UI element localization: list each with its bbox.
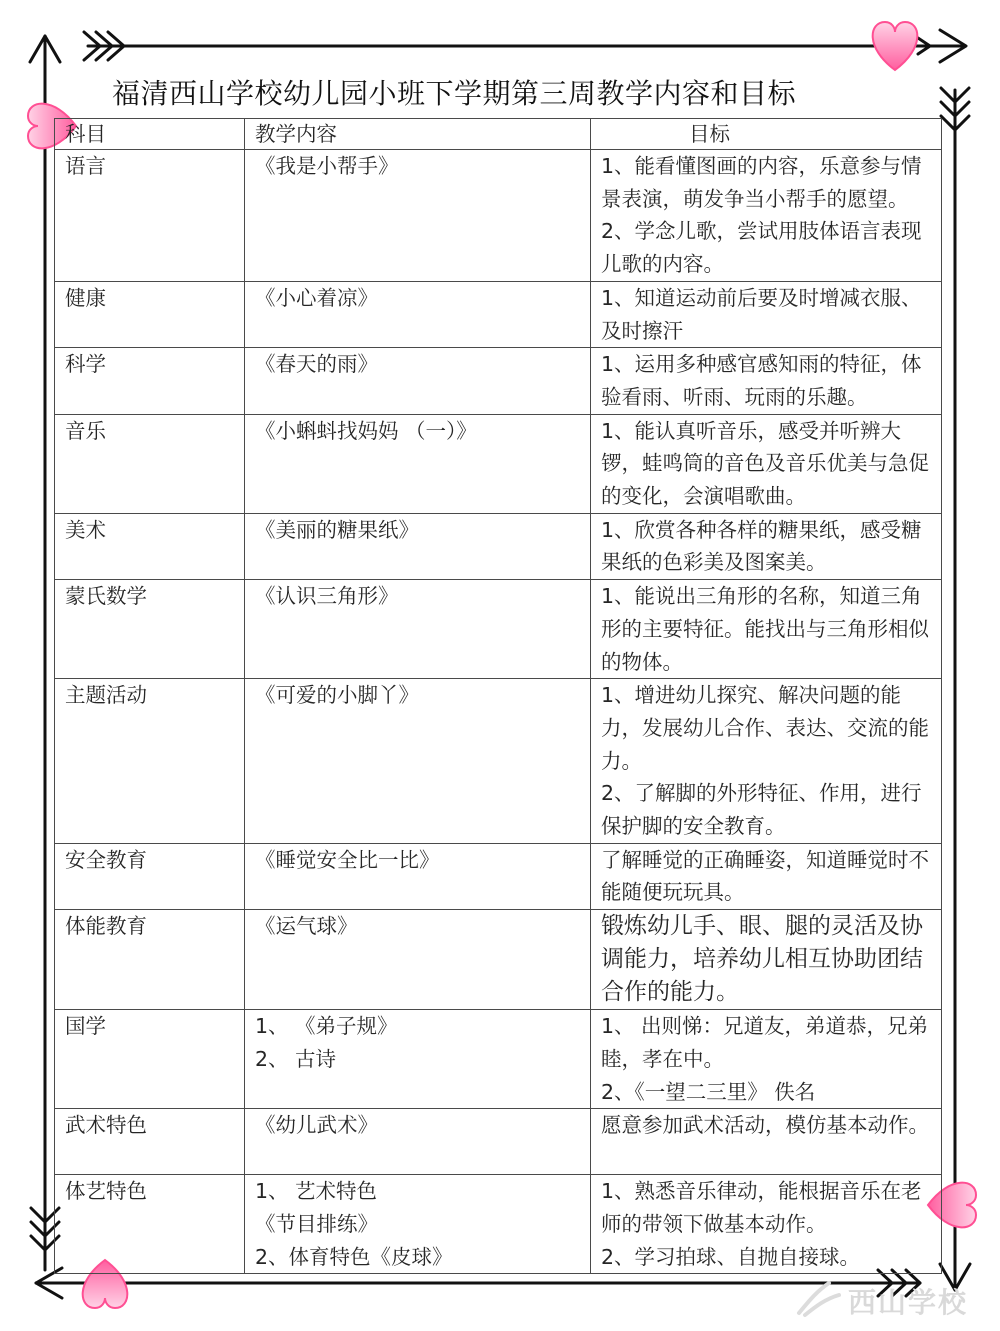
row-subject: 蒙氏数学 <box>55 580 245 679</box>
content-line: 《节目排练》 <box>255 1211 378 1236</box>
goal-line: 了解睡觉的正确睡姿，知道睡觉时不能随便玩玩具。 <box>601 847 929 905</box>
row-goal <box>591 1109 942 1175</box>
row-subject: 主题活动 <box>55 679 245 844</box>
goal-line: 2、了解脚的外形特征、作用，进行保护脚的安全教育。 <box>601 781 922 839</box>
row-subject: 体艺特色 <box>55 1175 245 1274</box>
row-goal <box>591 281 942 347</box>
content-line: 《幼儿武术》 <box>255 1113 378 1138</box>
content-line: 《小心着凉》 <box>255 285 378 310</box>
row-subject: 音乐 <box>55 414 245 513</box>
goal-line: 2、学习拍球、自抛自接球。 <box>601 1244 861 1269</box>
row-goal <box>591 1175 942 1274</box>
row-goal <box>591 414 942 513</box>
table-header-row <box>55 119 942 150</box>
row-subject: 国学 <box>55 1010 245 1109</box>
content-line: 《我是小帮手》 <box>255 154 399 178</box>
row-content <box>245 679 591 844</box>
goal-line: 2、《一望二三里》 佚名 <box>601 1079 816 1104</box>
row-content <box>245 1109 591 1175</box>
row-content <box>245 1175 591 1274</box>
row-content <box>245 580 591 679</box>
row-content <box>245 910 591 1010</box>
row-content <box>245 281 591 347</box>
table-row <box>55 1109 942 1175</box>
watermark-text: 西山学校 <box>848 1286 969 1319</box>
content-line: 2、 古诗 <box>255 1046 337 1071</box>
table-row <box>55 580 942 679</box>
row-content <box>245 513 591 579</box>
row-subject: 语言 <box>55 150 245 282</box>
goal-line: 1、运用多种感官感知雨的特征，体验看雨、听雨、玩雨的乐趣。 <box>601 352 922 409</box>
goal-line: 1、能说出三角形的名称，知道三角形的主要特征。能找出与三角形相似的物体。 <box>601 584 929 674</box>
row-goal <box>591 150 942 282</box>
row-content <box>245 348 591 414</box>
table-row <box>55 679 942 844</box>
schedule-table <box>54 118 942 1274</box>
goal-line: 1、能看懂图画的内容，乐意参与情景表演，萌发争当小帮手的愿望。2、学念儿歌，尝试用肢体语言表现儿歌的内容。 <box>601 154 922 277</box>
row-goal <box>591 580 942 679</box>
row-goal <box>591 679 942 844</box>
row-content <box>245 150 591 282</box>
content-line: 2、体育特色《皮球》 <box>255 1244 453 1269</box>
row-content <box>245 843 591 909</box>
row-goal <box>591 843 942 909</box>
table-row <box>55 843 942 909</box>
heart-top-right-icon <box>873 22 918 70</box>
row-content <box>245 1010 591 1109</box>
content-line: 《认识三角形》 <box>255 584 399 609</box>
row-content <box>245 414 591 513</box>
row-goal <box>591 1010 942 1109</box>
content-line: 《小蝌蚪找妈妈 （一）》 <box>255 418 477 443</box>
header-goal: 目标 <box>591 119 942 150</box>
content-line: 1、 艺术特色 <box>255 1179 378 1204</box>
table-row <box>55 1010 942 1109</box>
goal-line: 1、增进幼儿探究、解决问题的能力，发展幼儿合作、表达、交流的能力。 <box>601 683 929 773</box>
page-title: 福清西山学校幼儿园小班下学期第三周教学内容和目标 <box>112 77 797 110</box>
goal-line: 1、欣赏各种各样的糖果纸，感受糖果纸的色彩美及图案美。 <box>601 517 922 575</box>
goal-line: 愿意参加武术活动，模仿基本动作。 <box>601 1113 929 1138</box>
goal-line: 1、熟悉音乐律动，能根据音乐在老师的带领下做基本动作。 <box>601 1179 922 1236</box>
watermark-logo-icon <box>795 1279 845 1319</box>
row-subject: 安全教育 <box>55 843 245 909</box>
content-line: 《可爱的小脚丫》 <box>255 683 419 708</box>
table-row <box>55 348 942 414</box>
header-subject: 科目 <box>55 119 245 150</box>
goal-line: 1、知道运动前后要及时增减衣服、及时擦汗 <box>601 285 922 343</box>
table-row <box>55 150 942 282</box>
goal-line: 1、能认真听音乐，感受并听辨大锣，蛙鸣筒的音色及音乐优美与急促的变化，会演唱歌曲。 <box>601 418 929 509</box>
goal-line: 1、 出则悌：兄道友，弟道恭，兄弟睦，孝在中。 <box>601 1014 929 1071</box>
content-line: 《睡觉安全比一比》 <box>255 847 440 872</box>
row-goal <box>591 348 942 414</box>
table-row <box>55 1175 942 1274</box>
content-line: 《运气球》 <box>255 914 358 939</box>
row-goal <box>591 513 942 579</box>
content-line: 《春天的雨》 <box>255 352 378 377</box>
header-content: 教学内容 <box>245 119 591 150</box>
row-subject: 健康 <box>55 281 245 347</box>
goal-line: 锻炼幼儿手、眼、腿的灵活及协调能力，培养幼儿相互协助团结合作的能力。 <box>601 913 923 1006</box>
row-subject: 武术特色 <box>55 1109 245 1175</box>
row-subject: 体能教育 <box>55 910 245 1010</box>
table-row <box>55 281 942 347</box>
row-subject: 美术 <box>55 513 245 579</box>
row-subject: 科学 <box>55 348 245 414</box>
table-row <box>55 513 942 579</box>
table-row <box>55 910 942 1010</box>
table-row <box>55 414 942 513</box>
content-line: 1、 《弟子规》 <box>255 1014 398 1039</box>
content-line: 《美丽的糖果纸》 <box>255 517 419 542</box>
row-goal <box>591 910 942 1010</box>
